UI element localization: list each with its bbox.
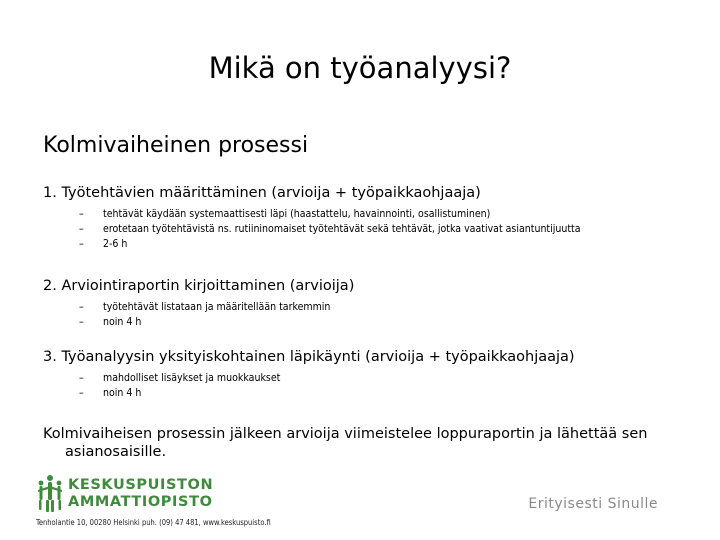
slide-subtitle: Kolmivaiheinen prosessi bbox=[43, 133, 309, 158]
step-heading: 3. Työanalyysin yksityiskohtainen läpikäynti (arvioija + työpaikkaohjaaja) bbox=[43, 349, 575, 365]
figure-group-icon bbox=[36, 474, 64, 514]
step-heading: 2. Arviointiraportin kirjoittaminen (arvioija) bbox=[43, 278, 355, 294]
process-step-2 bbox=[43, 277, 693, 330]
slide-title: Mikä on työanalyysi? bbox=[208, 51, 512, 85]
step-bullet-list bbox=[43, 300, 693, 330]
bullet-item bbox=[79, 386, 693, 401]
bullet-dash: – bbox=[79, 387, 84, 399]
bullet-text: erotetaan työtehtävistä ns. rutiininomaiset työtehtävät sekä tehtävät, jotka vaativat asiantuntijuutta bbox=[103, 223, 581, 235]
closing-line-1: Kolmivaiheisen prosessin jälkeen arvioija viimeistelee loppuraportin ja lähettää sen bbox=[43, 426, 648, 442]
closing-paragraph bbox=[43, 425, 683, 461]
bullet-text: työtehtävät listataan ja määritellään tarkemmin bbox=[103, 301, 331, 313]
bullet-text: mahdolliset lisäykset ja muokkaukset bbox=[103, 372, 281, 384]
bullet-item bbox=[79, 371, 693, 386]
bullet-item bbox=[79, 315, 693, 330]
bullet-dash: – bbox=[79, 316, 84, 328]
footer-address: Tenholantie 10, 00280 Helsinki puh. (09) 47 481, www.keskuspuisto.fi bbox=[36, 518, 271, 527]
bullet-dash: – bbox=[79, 223, 84, 235]
bullet-dash: – bbox=[79, 372, 84, 384]
bullet-item bbox=[79, 300, 693, 315]
step-heading: 1. Työtehtävien määrittäminen (arvioija + työpaikkaohjaaja) bbox=[43, 185, 481, 201]
process-step-3 bbox=[43, 348, 693, 401]
bullet-text: noin 4 h bbox=[103, 387, 142, 399]
bullet-dash: – bbox=[79, 238, 84, 250]
bullet-dash: – bbox=[79, 208, 84, 220]
bullet-item bbox=[79, 207, 693, 222]
bullet-text: 2-6 h bbox=[103, 238, 128, 250]
logo-line-1: KESKUSPUISTON bbox=[68, 477, 214, 493]
bullet-text: tehtävät käydään systemaattisesti läpi (haastattelu, havainnointi, osallistuminen) bbox=[103, 208, 491, 220]
closing-line-2: asianosaisille. bbox=[65, 444, 167, 460]
logo-line-2: AMMATTIOPISTO bbox=[68, 494, 213, 510]
bullet-item bbox=[79, 222, 693, 237]
school-logo bbox=[36, 474, 213, 514]
bullet-text: noin 4 h bbox=[103, 316, 142, 328]
bullet-dash: – bbox=[79, 301, 84, 313]
process-step-1 bbox=[43, 184, 693, 252]
step-bullet-list bbox=[43, 207, 693, 252]
bullet-item bbox=[79, 237, 693, 252]
logo-wordmark bbox=[68, 477, 213, 511]
footer-slogan: Erityisesti Sinulle bbox=[528, 496, 658, 512]
step-bullet-list bbox=[43, 371, 693, 401]
